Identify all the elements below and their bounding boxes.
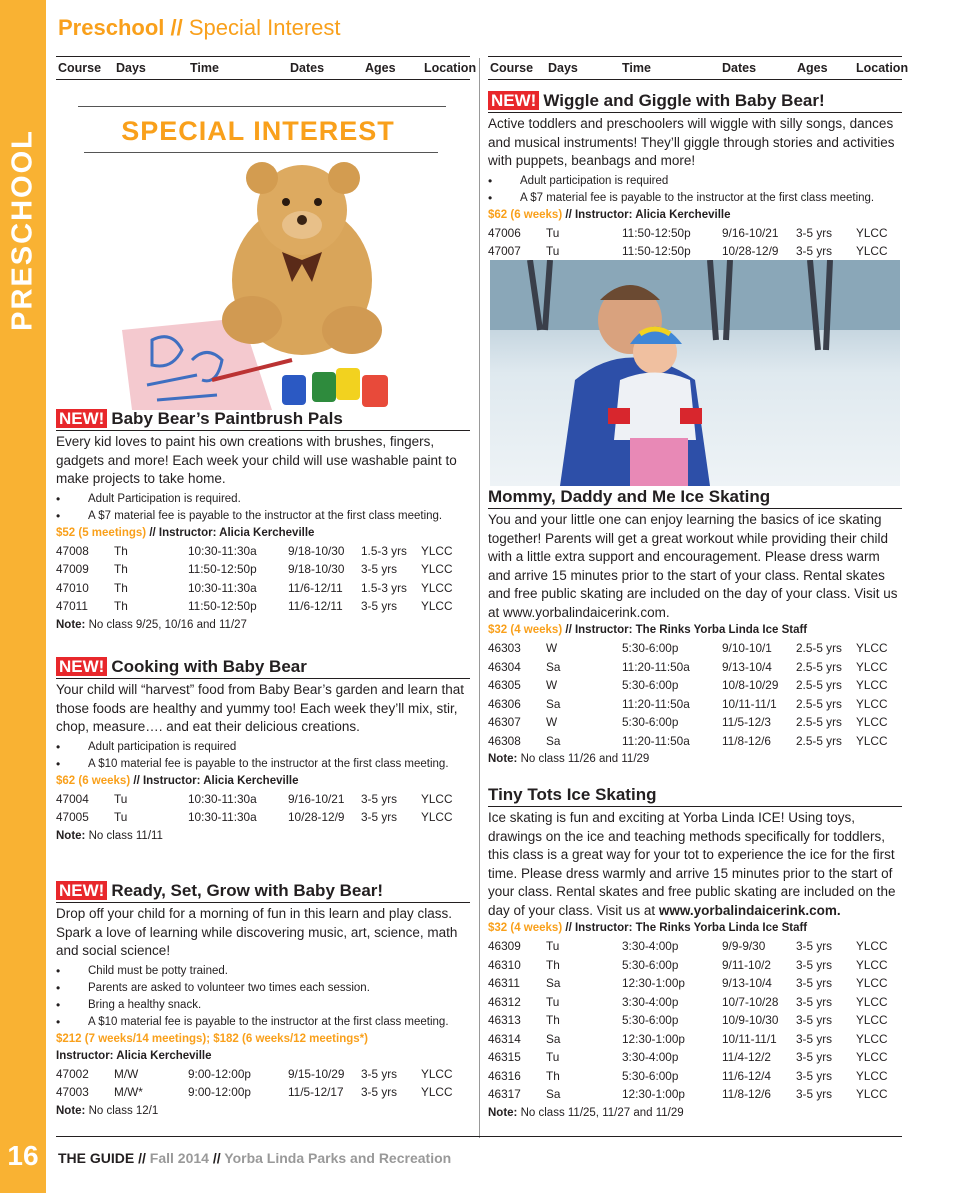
- course-bullets: [56, 739, 470, 773]
- ages: 2.5-5 yrs: [796, 733, 842, 748]
- course-number: 47002: [56, 1066, 89, 1081]
- location: YLCC: [856, 244, 888, 258]
- location: YLCC: [421, 580, 453, 595]
- instructor: // Instructor: The Rinks Yorba Linda Ice Staff: [565, 922, 808, 934]
- ages: 3-5 yrs: [361, 791, 398, 806]
- sidebar-label: PRESCHOOL: [6, 129, 39, 331]
- price: $32 (4 weeks): [488, 922, 563, 934]
- dates: 9/15-10/29: [288, 1066, 345, 1081]
- rule: [84, 152, 438, 153]
- ages: 3-5 yrs: [796, 994, 833, 1009]
- dates: 11/4-12/2: [722, 1050, 771, 1064]
- course-number: 46309: [488, 939, 521, 953]
- dates: 11/8-12/6: [722, 1087, 771, 1101]
- course-title: [56, 408, 470, 431]
- ages: 3-5 yrs: [361, 810, 398, 824]
- dates: 9/13-10/4: [722, 659, 772, 674]
- time: 11:50-12:50p: [622, 225, 691, 240]
- course-number: 47008: [56, 543, 89, 558]
- course-number: 46313: [488, 1013, 521, 1027]
- location: YLCC: [856, 733, 888, 748]
- time: 9:00-12:00p: [188, 1085, 251, 1099]
- course-number: 46303: [488, 641, 521, 655]
- course-number: 46311: [488, 976, 520, 990]
- location: YLCC: [856, 641, 888, 655]
- dates: 10/9-10/30: [722, 1013, 779, 1027]
- course-number: 47004: [56, 791, 89, 806]
- course-name: Cooking with Baby Bear: [111, 657, 307, 676]
- location: YLCC: [421, 791, 453, 806]
- header-days: Days: [548, 61, 578, 75]
- bullet-item: • Parents are asked to volunteer two times each session.: [56, 980, 470, 997]
- ages: 3-5 yrs: [796, 1031, 833, 1046]
- course-fee: [488, 207, 902, 224]
- dates: 9/13-10/4: [722, 976, 772, 990]
- dates: 9/18-10/30: [288, 543, 345, 558]
- footer-separator: //: [212, 1150, 221, 1166]
- days: Tu: [114, 810, 128, 824]
- table-row: [56, 790, 470, 809]
- table-row: [488, 993, 902, 1012]
- table-row: [488, 974, 902, 993]
- page-number: 16: [7, 1140, 39, 1171]
- location: YLCC: [421, 810, 453, 824]
- course-number: 47011: [56, 599, 88, 613]
- new-badge: NEW!: [56, 881, 107, 900]
- table-row: [488, 732, 902, 751]
- left-column: [56, 56, 477, 1117]
- instructor: Instructor: Alicia Kercheville: [56, 1049, 212, 1062]
- course-fee: [56, 773, 470, 790]
- time: 5:30-6:00p: [622, 715, 679, 729]
- note-text: No class 11/25, 11/27 and 11/29: [520, 1106, 684, 1119]
- location: YLCC: [856, 1087, 888, 1101]
- note-text: No class 11/26 and 11/29: [520, 753, 650, 765]
- dates: 10/11-11/1: [722, 1031, 777, 1046]
- bullet-item: • A $10 material fee is payable to the instructor at the first class meeting.: [56, 1014, 470, 1031]
- ice-skating-photo: [490, 260, 900, 486]
- time: 10:30-11:30a: [188, 791, 257, 806]
- course-fee: [56, 525, 470, 542]
- schedule-table: [56, 542, 470, 616]
- days: Sa: [546, 659, 561, 674]
- table-row: [488, 1085, 902, 1104]
- new-badge: NEW!: [56, 409, 107, 428]
- location: YLCC: [856, 678, 888, 692]
- course-number: 46312: [488, 994, 521, 1009]
- price: $32 (4 weeks): [488, 624, 563, 636]
- location: YLCC: [421, 599, 453, 613]
- dates: 11/6-12/4: [722, 1068, 771, 1083]
- price: $62 (6 weeks): [488, 208, 563, 221]
- price: $52 (5 meetings): [56, 526, 147, 539]
- days: Sa: [546, 976, 561, 990]
- course-description: [488, 809, 902, 920]
- column-divider: [479, 58, 480, 1138]
- days: Th: [114, 543, 128, 558]
- course-description: Your child will “harvest” food from Baby Bear’s garden and learn that those foods are healthy and yummy too! Each week they’ll mix, stir, chop, measure…. and eat their delicious creations.: [56, 682, 464, 734]
- bullet-item: • Child must be potty trained.: [56, 963, 470, 980]
- course-number: 46304: [488, 659, 521, 674]
- course-description: You and your little one can enjoy learning the basics of ice skating together! Parents will get a great workout while providing their child with a little extra support and encouragement. Please dress warm and arrive 15 minutes prior to the start of your class. Rental skates and free public skating are included on the day of your class. Visit us at www.yorbalindaicerink.com.: [488, 512, 898, 620]
- ages: 2.5-5 yrs: [796, 715, 842, 729]
- header-time: Time: [190, 61, 219, 75]
- location: YLCC: [856, 939, 888, 953]
- note-label: Note:: [56, 1104, 86, 1117]
- time: 3:30-4:00p: [622, 1050, 679, 1064]
- table-row: [488, 1030, 902, 1049]
- table-row: [488, 937, 902, 956]
- table-row: [488, 956, 902, 975]
- dates: 11/6-12/11: [288, 599, 343, 613]
- course-name: Wiggle and Giggle with Baby Bear!: [543, 91, 825, 110]
- course-title: Tiny Tots Ice Skating: [488, 784, 902, 807]
- course-number: 47005: [56, 810, 89, 824]
- schedule-table: [488, 224, 902, 261]
- course-description: Active toddlers and preschoolers will wiggle with silly songs, dances and musical instruments! They’ll giggle through stories and activities with puppets, beanbags and more!: [488, 116, 895, 168]
- location: YLCC: [856, 1013, 888, 1027]
- ages: 2.5-5 yrs: [796, 641, 842, 655]
- note-label: Note:: [56, 618, 86, 631]
- course-number: 46317: [488, 1087, 521, 1101]
- days: Sa: [546, 1031, 561, 1046]
- time: 10:30-11:30a: [188, 810, 257, 824]
- course-block: [56, 408, 470, 634]
- ages: 3-5 yrs: [796, 1050, 833, 1064]
- time: 11:20-11:50a: [622, 659, 690, 674]
- header-location: Location: [856, 61, 909, 75]
- dates: 9/11-10/2: [722, 957, 771, 972]
- time: 11:50-12:50p: [188, 599, 257, 613]
- course-note: [488, 750, 902, 768]
- course-bullets: [56, 491, 470, 525]
- time: 12:30-1:00p: [622, 1031, 685, 1046]
- days: M/W*: [114, 1085, 143, 1099]
- table-row: [56, 542, 470, 561]
- days: W: [546, 715, 558, 729]
- time: 9:00-12:00p: [188, 1066, 251, 1081]
- org-label: Yorba Linda Parks and Recreation: [224, 1150, 452, 1166]
- note-text: No class 12/1: [88, 1104, 159, 1117]
- course-description: Every kid loves to paint his own creations with brushes, fingers, gadgets and more! Each week your child will use washable paint to make projects to take home.: [56, 434, 457, 486]
- course-fee: [56, 1031, 470, 1048]
- time: 11:20-11:50a: [622, 733, 690, 748]
- bullet-item: • Bring a healthy snack.: [56, 997, 470, 1014]
- days: Tu: [546, 244, 560, 258]
- location: YLCC: [856, 1031, 888, 1046]
- bullet-item: • Adult participation is required: [56, 739, 470, 756]
- time: 5:30-6:00p: [622, 1013, 679, 1027]
- course-number: 46315: [488, 1050, 521, 1064]
- location: YLCC: [856, 1068, 888, 1083]
- header-time: Time: [622, 61, 651, 75]
- time: 5:30-6:00p: [622, 957, 679, 972]
- dates: 10/28-12/9: [722, 244, 779, 258]
- ages: 1.5-3 yrs: [361, 580, 407, 595]
- schedule-table: [488, 937, 902, 1104]
- days: Tu: [546, 994, 560, 1009]
- time: 5:30-6:00p: [622, 678, 679, 692]
- header-separator: //: [170, 15, 183, 40]
- time: 12:30-1:00p: [622, 1087, 685, 1101]
- dates: 10/8-10/29: [722, 678, 779, 692]
- location: YLCC: [856, 659, 888, 674]
- dates: 9/16-10/21: [722, 225, 779, 240]
- ages: 3-5 yrs: [361, 1066, 398, 1081]
- course-name: Baby Bear’s Paintbrush Pals: [111, 409, 343, 428]
- days: M/W: [114, 1066, 139, 1081]
- course-title: Mommy, Daddy and Me Ice Skating: [488, 486, 902, 509]
- days: W: [546, 678, 558, 692]
- days: Sa: [546, 1087, 561, 1101]
- location: YLCC: [421, 562, 453, 576]
- description-text: Ice skating is fun and exciting at Yorba Linda ICE! Using toys, drawings on the ice and teaching methods specifically for toddlers, this class is a great way for your tot to experience the ice for the first time. Please dress warmly and arrive 15 minutes prior to the start of your class. Rental skates and free public skating are included on the day of your class. Visit us at: [488, 810, 896, 918]
- table-row: [56, 560, 470, 579]
- ages: 3-5 yrs: [361, 562, 398, 576]
- ages: 2.5-5 yrs: [796, 659, 842, 674]
- course-note: [56, 616, 470, 634]
- days: Th: [114, 580, 128, 595]
- ages: 3-5 yrs: [796, 225, 833, 240]
- special-interest-title: SPECIAL INTEREST: [121, 116, 395, 146]
- table-row: [488, 713, 902, 732]
- time: 3:30-4:00p: [622, 939, 679, 953]
- note-label: Note:: [56, 829, 86, 842]
- dates: 10/7-10/28: [722, 994, 779, 1009]
- dates: 9/16-10/21: [288, 791, 345, 806]
- dates: 11/5-12/3: [722, 715, 771, 729]
- time: 10:30-11:30a: [188, 543, 257, 558]
- table-row: [488, 658, 902, 677]
- table-row: [56, 597, 470, 616]
- time: 5:30-6:00p: [622, 1068, 679, 1083]
- header-dates: Dates: [290, 61, 325, 75]
- days: Th: [546, 1013, 560, 1027]
- page-header: [58, 14, 341, 42]
- course-block: [56, 656, 470, 845]
- location: YLCC: [856, 957, 888, 972]
- course-number: 47007: [488, 244, 521, 258]
- days: Sa: [546, 733, 561, 748]
- schedule-table: [488, 639, 902, 750]
- schedule-table: [56, 790, 470, 827]
- table-row: [56, 1083, 470, 1102]
- header-days: Days: [116, 61, 146, 75]
- course-bullets: [56, 963, 470, 1031]
- table-row: [488, 224, 902, 243]
- bullet-item: • A $10 material fee is payable to the instructor at the first class meeting.: [56, 756, 470, 773]
- table-row: [488, 695, 902, 714]
- instructor: // Instructor: Alicia Kercheville: [133, 774, 299, 787]
- new-badge: NEW!: [488, 91, 539, 110]
- course-block: [488, 486, 902, 768]
- time: 10:30-11:30a: [188, 580, 257, 595]
- footer-rule: [56, 1136, 902, 1137]
- header-location: Location: [424, 61, 477, 75]
- rule: [78, 106, 446, 107]
- header-course: Course: [490, 61, 534, 75]
- website-link[interactable]: www.yorbalindaicerink.com.: [658, 902, 841, 918]
- course-number: 47009: [56, 562, 89, 576]
- ages: 3-5 yrs: [796, 957, 833, 972]
- ages: 3-5 yrs: [796, 976, 833, 990]
- days: Tu: [114, 791, 128, 806]
- table-row: [488, 1011, 902, 1030]
- table-row: [488, 242, 902, 261]
- bullet-item: • Adult participation is required: [488, 173, 902, 190]
- time: 3:30-4:00p: [622, 994, 679, 1009]
- course-note: [488, 1104, 902, 1122]
- ages: 3-5 yrs: [796, 1087, 833, 1101]
- days: Tu: [546, 1050, 560, 1064]
- note-label: Note:: [488, 753, 518, 765]
- course-number: 46308: [488, 733, 521, 748]
- header-course: Course: [58, 61, 102, 75]
- location: YLCC: [421, 543, 453, 558]
- days: W: [546, 641, 558, 655]
- ages: 2.5-5 yrs: [796, 678, 842, 692]
- season-label: Fall 2014: [149, 1150, 209, 1166]
- dates: 9/9-9/30: [722, 939, 766, 953]
- days: Th: [546, 957, 560, 972]
- location: YLCC: [421, 1066, 453, 1081]
- course-note: [56, 827, 470, 845]
- ages: 3-5 yrs: [796, 1068, 833, 1083]
- table-row: [56, 579, 470, 598]
- course-bullets: [488, 173, 902, 207]
- location: YLCC: [856, 976, 888, 990]
- section-title: Preschool: [58, 15, 165, 40]
- course-number: 46306: [488, 696, 521, 711]
- dates: 9/18-10/30: [288, 562, 345, 576]
- course-block: [56, 880, 470, 1120]
- days: Th: [546, 1068, 560, 1083]
- table-row: [488, 676, 902, 695]
- location: YLCC: [856, 225, 888, 240]
- course-block: [488, 90, 902, 261]
- days: Th: [114, 599, 128, 613]
- dates: 11/6-12/11: [288, 580, 343, 595]
- location: YLCC: [421, 1085, 453, 1099]
- ages: 1.5-3 yrs: [361, 543, 407, 558]
- dates: 10/11-11/1: [722, 696, 777, 711]
- course-number: 46305: [488, 678, 521, 692]
- course-name: Ready, Set, Grow with Baby Bear!: [111, 881, 384, 900]
- table-row: [488, 1048, 902, 1067]
- ages: 3-5 yrs: [796, 1013, 833, 1027]
- instructor: // Instructor: The Rinks Yorba Linda Ice Staff: [565, 624, 808, 636]
- ages: 3-5 yrs: [796, 939, 833, 953]
- days: Sa: [546, 696, 561, 711]
- course-number: 47010: [56, 580, 89, 595]
- course-block: [488, 784, 902, 1122]
- header-ages: Ages: [365, 61, 396, 75]
- note-label: Note:: [488, 1106, 518, 1119]
- course-number: 46314: [488, 1031, 521, 1046]
- dates: 11/8-12/6: [722, 733, 771, 748]
- course-number: 46310: [488, 957, 521, 972]
- course-fee: [488, 622, 902, 639]
- time: 12:30-1:00p: [622, 976, 685, 990]
- subsection-title: Special Interest: [188, 15, 341, 40]
- table-row: [488, 639, 902, 658]
- location: YLCC: [856, 715, 888, 729]
- course-note: [56, 1102, 470, 1120]
- bullet-item: • Adult Participation is required.: [56, 491, 470, 508]
- note-text: No class 11/11: [88, 829, 163, 842]
- course-number: 46316: [488, 1068, 521, 1083]
- note-text: No class 9/25, 10/16 and 11/27: [88, 618, 247, 631]
- days: Tu: [546, 225, 560, 240]
- location: YLCC: [856, 696, 888, 711]
- price: $212 (7 weeks/14 meetings); $182 (6 weeks/12 meetings*): [56, 1032, 368, 1045]
- location: YLCC: [856, 1050, 888, 1064]
- course-fee: [488, 920, 902, 937]
- table-row: [56, 1065, 470, 1084]
- ages: 2.5-5 yrs: [796, 696, 842, 711]
- course-number: 47006: [488, 225, 521, 240]
- new-badge: NEW!: [56, 657, 107, 676]
- teddy-bear-paint-illustration: [122, 160, 412, 410]
- instructor: // Instructor: Alicia Kercheville: [149, 526, 315, 539]
- course-number: 46307: [488, 715, 521, 729]
- footer: [58, 1150, 451, 1166]
- time: 5:30-6:00p: [622, 641, 679, 655]
- table-header-right: [488, 56, 909, 80]
- time: 11:50-12:50p: [188, 562, 257, 576]
- ages: 3-5 yrs: [361, 599, 398, 613]
- header-ages: Ages: [797, 61, 828, 75]
- bullet-item: • A $7 material fee is payable to the instructor at the first class meeting.: [488, 190, 902, 207]
- dates: 10/28-12/9: [288, 810, 345, 824]
- time: 11:50-12:50p: [622, 244, 691, 258]
- table-header-left: [56, 56, 477, 80]
- schedule-table: [56, 1065, 470, 1102]
- dates: 11/5-12/17: [288, 1085, 344, 1099]
- bullet-item: • A $7 material fee is payable to the instructor at the first class meeting.: [56, 508, 470, 525]
- time: 11:20-11:50a: [622, 696, 690, 711]
- course-number: 47003: [56, 1085, 89, 1099]
- course-title: [56, 656, 470, 679]
- course-description: Drop off your child for a morning of fun in this learn and play class. Spark a love of learning while discovering music, art, science, math and social science!: [56, 906, 458, 958]
- location: YLCC: [856, 994, 888, 1009]
- table-row: [56, 808, 470, 827]
- ages: 3-5 yrs: [796, 244, 833, 258]
- table-row: [488, 1067, 902, 1086]
- right-column: [488, 56, 909, 1119]
- days: Tu: [546, 939, 560, 953]
- course-title: [488, 90, 902, 113]
- instructor: // Instructor: Alicia Kercheville: [565, 208, 731, 221]
- header-dates: Dates: [722, 61, 757, 75]
- dates: 9/10-10/1: [722, 641, 772, 655]
- days: Th: [114, 562, 128, 576]
- guide-label: THE GUIDE //: [58, 1150, 146, 1166]
- ages: 3-5 yrs: [361, 1085, 398, 1099]
- price: $62 (6 weeks): [56, 774, 131, 787]
- course-title: [56, 880, 470, 903]
